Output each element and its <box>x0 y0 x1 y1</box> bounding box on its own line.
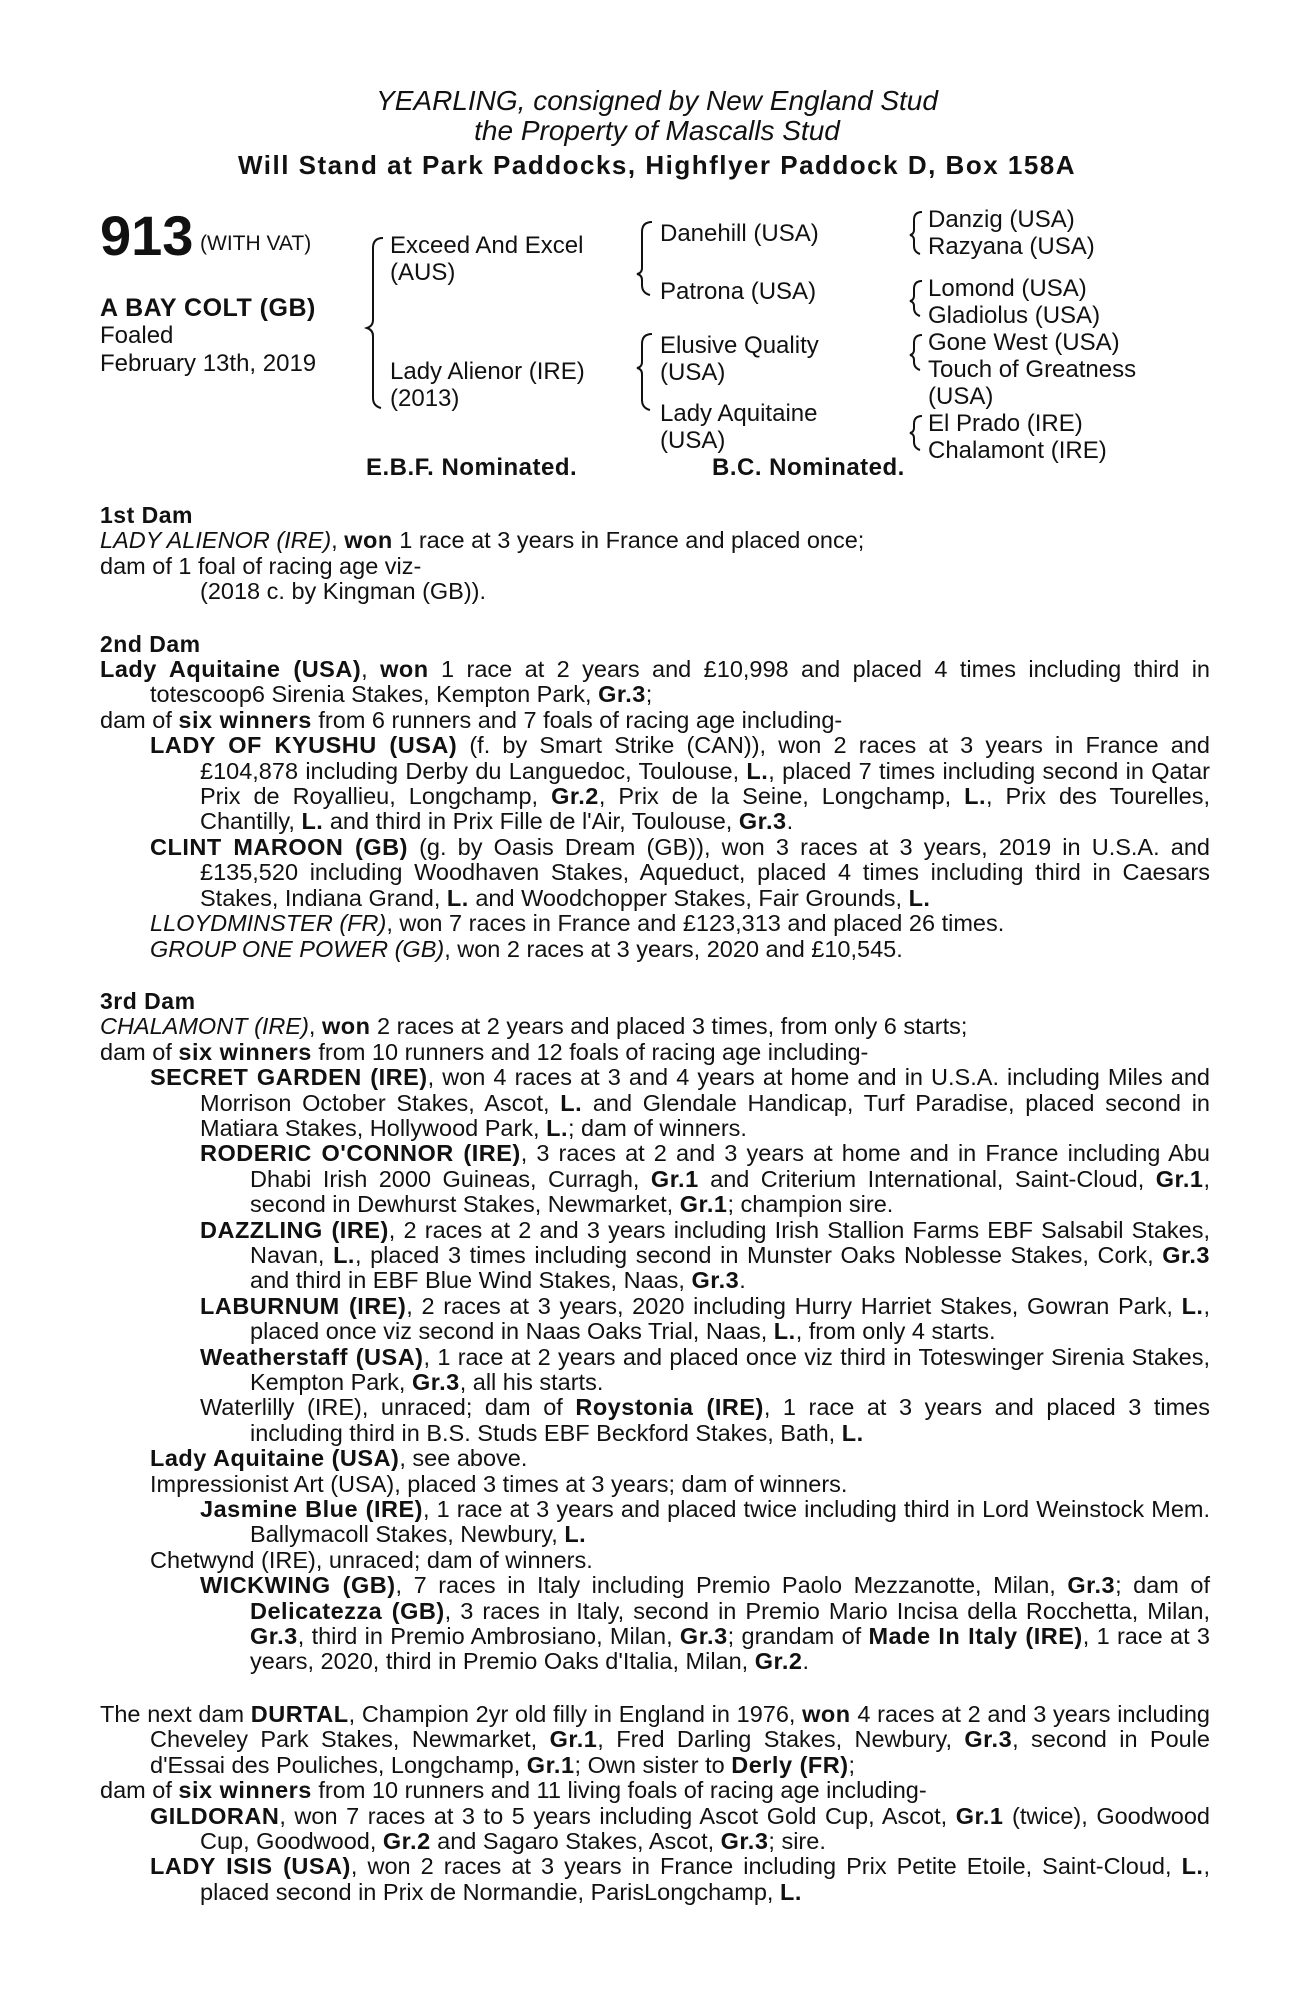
horse-name: LADY OF KYUSHU (USA) <box>150 732 458 759</box>
text: , 1 race at 3 years, 2020, third in Premio Oaks d'Italia, Milan, <box>250 1623 1210 1675</box>
listed: L. <box>964 783 986 810</box>
dam-sire <box>660 332 819 386</box>
first-dam-produce: dam of 1 foal of racing age viz- <box>100 552 422 579</box>
listed: L. <box>301 808 324 835</box>
dam-dam-name: Lady Aquitaine <box>660 400 818 427</box>
text: , second in Poule d'Essai des Pouliches, Longchamp, <box>150 1726 1210 1778</box>
text: dam of <box>100 1777 179 1804</box>
produce-clint-maroon <box>100 835 1210 911</box>
produce-lloydminster <box>100 911 1210 936</box>
text: and Sagaro Stakes, Ascot, <box>430 1827 721 1854</box>
ebf-nominated: E.B.F. Nominated. <box>366 454 578 481</box>
horse-name: WICKWING (GB) <box>200 1572 396 1599</box>
next-dam-paragraph <box>100 1702 1210 1778</box>
text: 2 races at 2 years and placed 3 times, from only 6 starts; <box>370 1013 968 1040</box>
sep: . <box>802 1648 809 1675</box>
horse-name: DURTAL <box>250 1700 349 1727</box>
text: ; champion sire. <box>727 1191 894 1218</box>
ggp-dsd-country: (USA) <box>928 383 994 410</box>
grade: Gr.1 <box>679 1191 728 1218</box>
foaled-date: February 13th, 2019 <box>100 350 317 377</box>
sire-name: Exceed And Excel <box>390 232 584 259</box>
listed: L. <box>546 1114 568 1141</box>
produce-waterlilly <box>100 1395 1210 1446</box>
text: , 7 races in Italy including Premio Paolo Mezzanotte, Milan, <box>395 1572 1068 1599</box>
text: , Fred Darling Stakes, Newbury, <box>597 1726 965 1753</box>
listed: L. <box>779 1878 802 1905</box>
produce-roderic-oconnor <box>100 1141 1210 1217</box>
horse-name: SECRET GARDEN (IRE) <box>150 1064 428 1091</box>
sep: ; <box>848 1751 856 1778</box>
horse-name: Delicatezza (GB) <box>250 1597 445 1624</box>
text: from 10 runners and 12 foals of racing age including- <box>311 1038 869 1065</box>
text: from 10 runners and 11 living foals of racing age including- <box>311 1777 927 1804</box>
text: dam of <box>100 706 179 733</box>
text: , 3 races in Italy, second in Premio Mario Incisa della Rocchetta, Milan, <box>444 1597 1210 1624</box>
first-dam-paragraph <box>100 528 1210 553</box>
text: and third in EBF Blue Wind Stakes, Naas, <box>250 1267 692 1294</box>
text: , third in Premio Ambrosiano, Milan, <box>297 1623 680 1650</box>
ggp-block <box>928 206 1136 464</box>
text: (f. by Smart Strike (CAN)), won 2 races at 3 years in France and £104,878 including Derby du Languedoc, Toulouse, <box>200 732 1210 784</box>
text: , 2 races at 2 and 3 years including Irish Stallion Farms EBF Salsabil Stakes, Navan, <box>250 1216 1210 1268</box>
text: ; dam of winners. <box>568 1114 747 1141</box>
dam-sire-country: (USA) <box>660 359 726 386</box>
ggp-ddd: Chalamont (IRE) <box>928 437 1107 464</box>
listed: L. <box>560 1089 583 1116</box>
third-dam-name: CHALAMONT (IRE) <box>100 1013 309 1040</box>
grade: Gr.1 <box>1155 1165 1204 1192</box>
header-line-1: YEARLING, consigned by New England Stud <box>376 85 938 116</box>
foaled-label: Foaled <box>100 322 174 349</box>
produce-laburnum <box>100 1294 1210 1345</box>
ggp-sss: Danzig (USA) <box>928 206 1075 233</box>
sep: , <box>331 527 345 554</box>
text: , 2 races at 3 years, 2020 including Hurry Harriet Stakes, Gowran Park, <box>406 1292 1182 1319</box>
text: 4 races at 2 and 3 years including Cheveley Park Stakes, Newmarket, <box>150 1700 1210 1753</box>
text: ; dam of <box>1115 1572 1210 1599</box>
second-dam-heading: 2nd Dam <box>100 630 201 657</box>
grade: Gr.1 <box>526 1751 575 1778</box>
produce-lady-isis <box>100 1854 1210 1905</box>
dam-dam <box>660 400 817 454</box>
text: (twice), Goodwood Cup, Goodwood, <box>200 1802 1211 1854</box>
text: , from only 4 starts. <box>795 1318 996 1345</box>
sire-sire: Danehill (USA) <box>660 220 819 247</box>
third-dam-heading: 3rd Dam <box>100 987 196 1014</box>
text: , won 2 races at 3 years, 2020 and £10,545. <box>444 935 903 962</box>
produce-chetwynd: Chetwynd (IRE), unraced; dam of winners. <box>150 1546 593 1573</box>
ggp-dds: El Prado (IRE) <box>928 410 1083 437</box>
listed: L. <box>773 1318 796 1345</box>
grade: Gr.3 <box>738 808 787 835</box>
ggp-sdd: Gladiolus (USA) <box>928 302 1101 329</box>
produce-lady-of-kyushu <box>100 733 1210 835</box>
sire <box>390 232 583 286</box>
listed: L. <box>446 884 469 911</box>
six-winners: six winners <box>178 1777 312 1804</box>
grade: Gr.3 <box>1067 1572 1116 1599</box>
text: , won 2 races at 3 years in France including Prix Petite Etoile, Saint-Cloud, <box>350 1853 1182 1880</box>
text: ; Own sister to <box>574 1751 732 1778</box>
text: (g. by Oasis Dream (GB)), won 3 races at 3 years, 2019 in U.S.A. and £135,520 including Woodhaven Stakes, Aqueduct, placed 4 times including third in Caesars Stakes, Indiana Grand, <box>200 833 1210 911</box>
won-text: won <box>802 1700 851 1727</box>
produce-weatherstaff <box>100 1345 1210 1396</box>
sep: . <box>739 1267 746 1294</box>
text: , placed once viz second in Naas Oaks Trial, Naas, <box>250 1292 1210 1345</box>
sire-dam: Patrona (USA) <box>660 278 817 305</box>
text: , won 4 races at 3 and 4 years at home and in U.S.A. including Miles and Morrison October Stakes, Ascot, <box>200 1064 1210 1116</box>
horse-name: Made In Italy (IRE) <box>868 1623 1083 1650</box>
sep: , <box>361 656 381 683</box>
text: , placed 3 times including second in Munster Oaks Noblesse Stakes, Cork, <box>354 1241 1163 1268</box>
grade: Gr.1 <box>955 1802 1004 1829</box>
grade: Gr.3 <box>1162 1241 1210 1268</box>
bc-nominated: B.C. Nominated. <box>712 454 905 481</box>
won-text: won <box>380 656 429 683</box>
sep: . <box>786 808 794 835</box>
horse-name: Derly (FR) <box>731 1751 849 1778</box>
dam-year: (2013) <box>390 385 460 412</box>
six-winners: six winners <box>178 706 312 733</box>
text: , won 7 races in France and £123,313 and placed 26 times. <box>386 910 1005 937</box>
six-winners: six winners <box>178 1038 312 1065</box>
third-dam-paragraph <box>100 1014 1210 1039</box>
horse-name: Lady Aquitaine (USA) <box>150 1445 400 1472</box>
text: and Woodchopper Stakes, Fair Grounds, <box>468 884 909 911</box>
horse-name: CLINT MAROON (GB) <box>150 833 408 860</box>
produce-jasmine-blue <box>100 1497 1210 1548</box>
won-text: won <box>344 527 393 554</box>
horse-name: Roystonia (IRE) <box>575 1394 764 1421</box>
lot-number: 913 <box>100 204 194 267</box>
sep: ; <box>645 681 653 708</box>
ggp-sds: Lomond (USA) <box>928 275 1087 302</box>
produce-secret-garden <box>100 1065 1210 1141</box>
grade: Gr.2 <box>382 1827 431 1854</box>
horse-name: LLOYDMINSTER (FR) <box>150 910 387 937</box>
listed: L. <box>841 1419 864 1446</box>
text: , Champion 2yr old filly in England in 1976, <box>348 1700 803 1727</box>
text: , placed 7 times including second in Qatar Prix de Royallieu, Longchamp, <box>200 757 1210 810</box>
first-dam-heading: 1st Dam <box>100 502 193 528</box>
first-dam-foal: (2018 c. by Kingman (GB)). <box>200 578 487 605</box>
horse-name: GROUP ONE POWER (GB) <box>150 935 445 962</box>
won-text: won <box>321 1013 371 1040</box>
listed: L. <box>333 1241 355 1268</box>
sep: , <box>308 1013 322 1040</box>
horse-name: Weatherstaff (USA) <box>200 1343 424 1370</box>
text: , 3 races at 2 and 3 years at home and in France including Abu Dhabi Irish 2000 Guineas, Curragh, <box>250 1140 1210 1192</box>
grade: Gr.3 <box>250 1623 298 1650</box>
dam-dam-country: (USA) <box>660 427 726 454</box>
header-line-3: Will Stand at Park Paddocks, Highflyer Paddock D, Box 158A <box>237 150 1077 180</box>
produce-lady-aquitaine <box>100 1446 1210 1471</box>
text: 1 race at 2 years and £10,998 and placed 4 times including third in totescoop6 Sirenia Stakes, Kempton Park, <box>150 656 1210 708</box>
listed: L. <box>1181 1853 1204 1880</box>
ggp-ssd: Razyana (USA) <box>928 233 1095 260</box>
dam-sire-name: Elusive Quality <box>660 332 819 359</box>
listed: L. <box>564 1521 587 1548</box>
text: The next dam <box>100 1700 251 1727</box>
text: ; grandam of <box>727 1623 869 1650</box>
next-dam-produce <box>100 1778 1210 1803</box>
listed: L. <box>908 884 931 911</box>
text: 1 race at 3 years in France and placed once; <box>392 527 865 554</box>
text: Waterlilly (IRE), unraced; dam of <box>200 1394 576 1421</box>
grade: Gr.3 <box>964 1726 1013 1753</box>
grade: Gr.3 <box>691 1267 740 1294</box>
horse-name: DAZZLING (IRE) <box>200 1216 389 1243</box>
text: and Glendale Handicap, Turf Paradise, placed second in Matiara Stakes, Hollywood Park, <box>200 1089 1210 1141</box>
text: dam of <box>100 1038 179 1065</box>
produce-gildoran <box>100 1804 1210 1855</box>
ggp-dss: Gone West (USA) <box>928 329 1120 356</box>
third-dam-produce <box>100 1040 1210 1065</box>
horse-name: Jasmine Blue (IRE) <box>200 1496 423 1523</box>
produce-group-one-power <box>100 937 1210 962</box>
text: , Prix des Tourelles, Chantilly, <box>200 783 1210 835</box>
grade: Gr.2 <box>754 1648 803 1675</box>
grade: Gr.3 <box>411 1369 460 1395</box>
second-dam-paragraph <box>100 657 1210 708</box>
horse-name: RODERIC O'CONNOR (IRE) <box>200 1140 521 1167</box>
text: and Criterium International, Saint-Cloud, <box>698 1165 1156 1192</box>
dam-produce-record <box>100 503 1210 1905</box>
produce-wickwing <box>100 1573 1210 1675</box>
grade: Gr.1 <box>650 1165 699 1192</box>
grade: Gr.3 <box>679 1623 728 1650</box>
text: from 6 runners and 7 foals of racing age including- <box>311 706 843 733</box>
dam-name: Lady Alienor (IRE) <box>390 358 585 385</box>
horse-name: LADY ISIS (USA) <box>150 1853 351 1880</box>
second-dam-produce <box>100 708 1210 733</box>
horse-name: GILDORAN <box>150 1802 280 1829</box>
text: , placed second in Prix de Normandie, ParisLongchamp, <box>200 1853 1210 1905</box>
header-line-2: the Property of Mascalls Stud <box>474 115 840 146</box>
text: , all his starts. <box>459 1369 604 1395</box>
horse-name: LABURNUM (IRE) <box>200 1292 407 1319</box>
text: and third in Prix Fille de l'Air, Toulouse, <box>323 808 739 835</box>
text: ; sire. <box>768 1827 826 1854</box>
produce-impressionist-art: Impressionist Art (USA), placed 3 times at 3 years; dam of winners. <box>150 1470 848 1497</box>
grade: Gr.3 <box>720 1827 769 1854</box>
text: , see above. <box>399 1445 528 1472</box>
text: , Prix de la Seine, Longchamp, <box>598 783 965 810</box>
text: , 1 race at 3 years and placed 3 times including third in B.S. Studs EBF Beckford Stakes, Bath, <box>250 1394 1210 1446</box>
dam <box>390 358 585 412</box>
second-dam-name: Lady Aquitaine (USA) <box>100 656 362 683</box>
text: , won 7 races at 3 to 5 years including Ascot Gold Cup, Ascot, <box>279 1802 956 1829</box>
spacer <box>100 1675 1210 1702</box>
grade: Gr.1 <box>549 1726 598 1753</box>
text: , second in Dewhurst Stakes, Newmarket, <box>250 1165 1210 1218</box>
grade: Gr.2 <box>551 783 599 810</box>
text: , 1 race at 2 years and placed once viz third in Toteswinger Sirenia Stakes, Kempton Park, <box>250 1343 1210 1395</box>
lot-name: A BAY COLT (GB) <box>100 294 316 322</box>
text: , 1 race at 3 years and placed twice including third in Lord Weinstock Mem. Ballymacoll Stakes, Newbury, <box>250 1496 1210 1548</box>
vat-label: (WITH VAT) <box>200 232 312 255</box>
produce-dazzling <box>100 1218 1210 1294</box>
grade: Gr.3 <box>598 681 646 708</box>
sire-country: (AUS) <box>390 259 456 286</box>
listed: L. <box>746 757 769 784</box>
first-dam-name: LADY ALIENOR (IRE) <box>100 527 332 554</box>
ggp-dsd: Touch of Greatness <box>928 356 1137 383</box>
listed: L. <box>1181 1292 1204 1319</box>
